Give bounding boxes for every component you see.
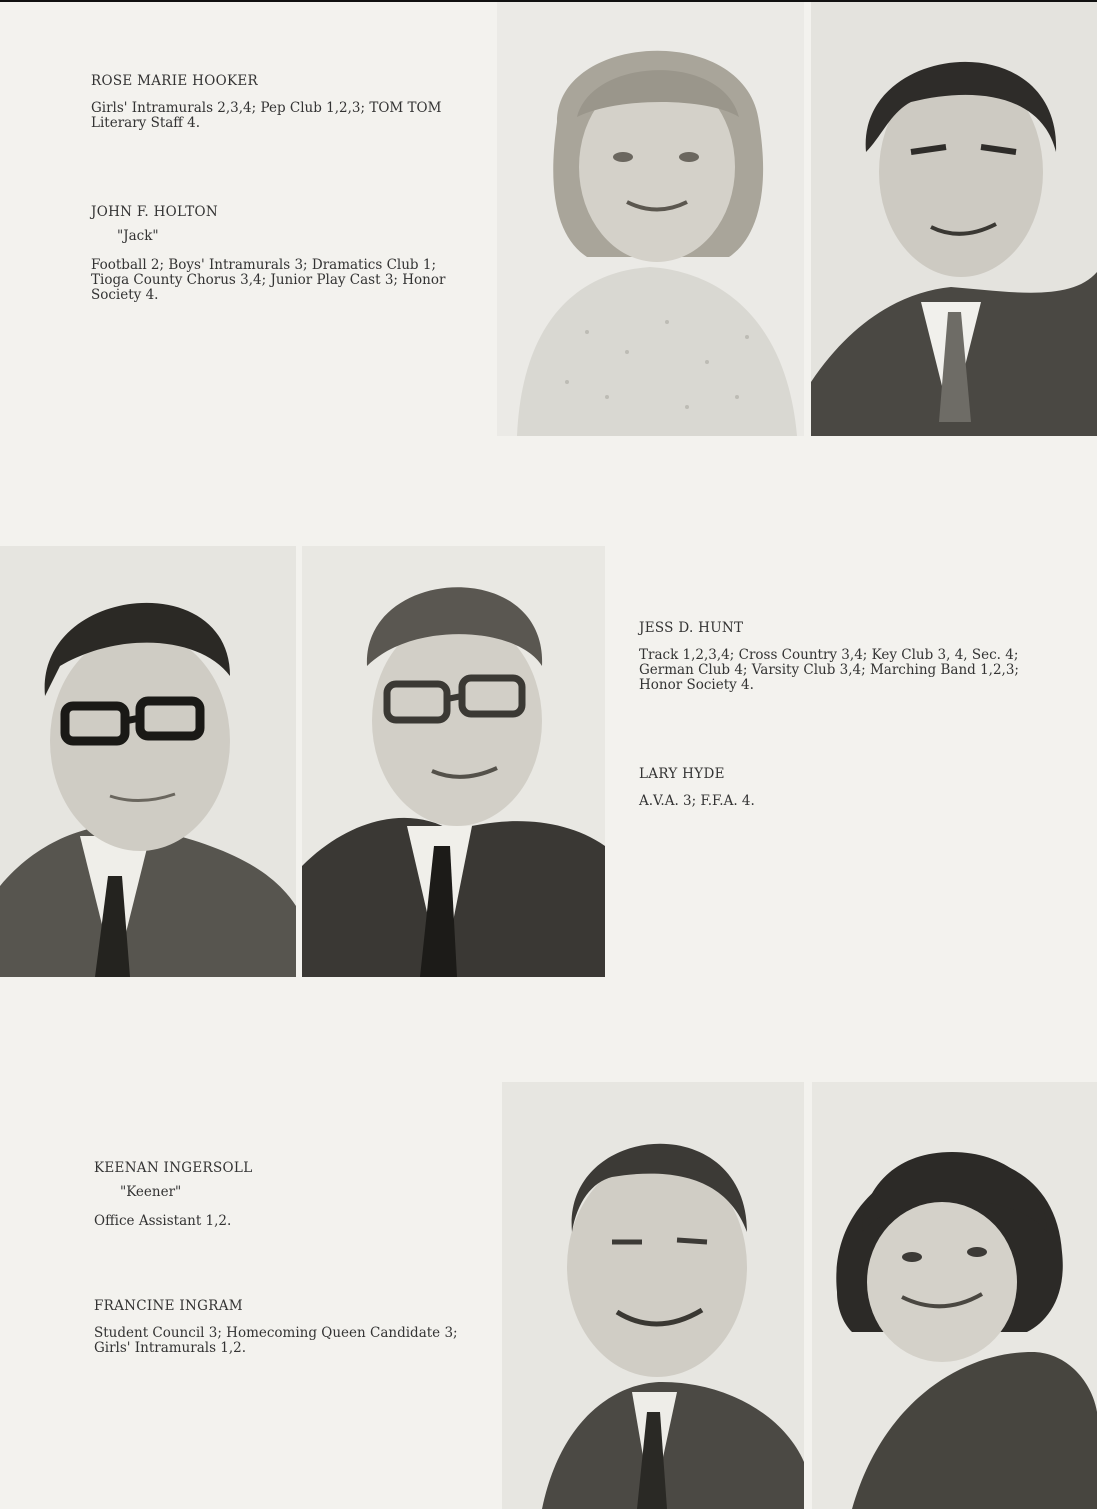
student-activities: Girls' Intramurals 2,3,4; Pep Club 1,2,3; TOM TOM Literary Staff 4. [91,100,442,131]
portrait-boy-glasses-light-icon [302,546,605,977]
student-name: JESS D. HUNT [639,620,744,636]
portrait-boy-smiling-icon [502,1082,804,1509]
portrait-girl-light-hair-icon [497,2,804,436]
student-nickname: "Keener" [120,1184,182,1200]
student-name: JOHN F. HOLTON [91,204,218,220]
entry-john-f-holton [91,204,466,303]
portrait-girl-bob-hair-icon [812,1082,1097,1509]
entry-francine-ingram [94,1298,469,1356]
student-name: ROSE MARIE HOOKER [91,73,258,89]
student-name: KEENAN INGERSOLL [94,1160,253,1176]
entry-jess-d-hunt [639,620,1019,693]
student-activities: Student Council 3; Homecoming Queen Candidate 3; Girls' Intramurals 1,2. [94,1325,458,1356]
entry-keenan-ingersoll [94,1160,469,1229]
student-name: FRANCINE INGRAM [94,1298,243,1314]
student-activities: Office Assistant 1,2. [94,1213,232,1229]
portrait-boy-dark-hair-icon [811,2,1097,436]
student-activities: Track 1,2,3,4; Cross Country 3,4; Key Club 3, 4, Sec. 4; German Club 4; Varsity Club 3,4; Marching Band 1,2,3; Honor Society 4. [639,647,1019,693]
student-activities: Football 2; Boys' Intramurals 3; Dramatics Club 1; Tioga County Chorus 3,4; Junior Play Cast 3; Honor Society 4. [91,257,446,303]
portrait-boy-glasses-dark-icon [0,546,296,977]
student-activities: A.V.A. 3; F.F.A. 4. [639,793,755,809]
student-nickname: "Jack" [117,228,159,244]
entry-lary-hyde [639,766,1019,809]
student-name: LARY HYDE [639,766,725,782]
entry-rose-marie-hooker [91,73,466,131]
